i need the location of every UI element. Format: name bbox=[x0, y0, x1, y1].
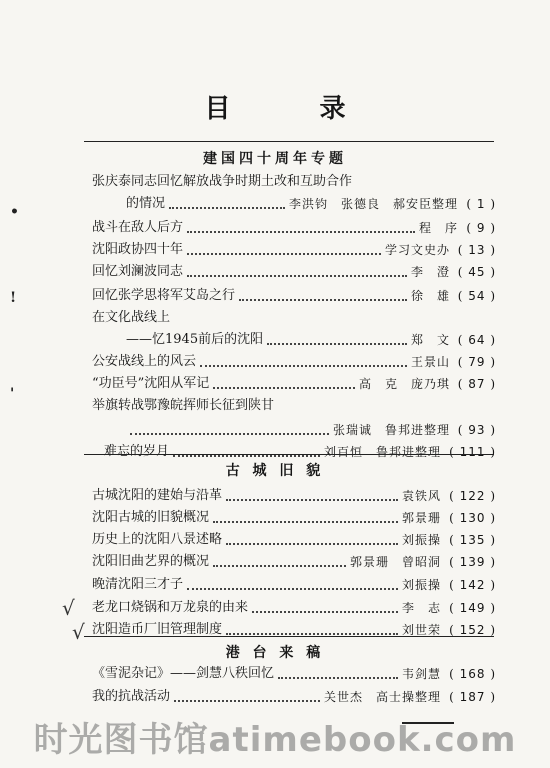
toc-entry bbox=[92, 396, 496, 416]
toc-entry-page: ( 111 ) bbox=[449, 445, 496, 459]
toc-entry bbox=[126, 330, 496, 350]
toc-entry bbox=[92, 240, 496, 260]
toc-entry-author: 程 序 bbox=[419, 221, 459, 235]
dot-leader bbox=[174, 700, 320, 702]
toc-entry-author: 郑 文 bbox=[411, 333, 451, 347]
toc-entry bbox=[104, 442, 496, 462]
section-rule bbox=[84, 141, 494, 142]
dot-leader bbox=[200, 365, 407, 367]
dot-leader bbox=[239, 299, 407, 301]
toc-entry-page: ( 45 ) bbox=[457, 265, 496, 279]
toc-entry bbox=[92, 575, 496, 595]
toc-entry-page-number: 1 bbox=[476, 197, 486, 211]
page-title: 目 录 bbox=[204, 94, 386, 124]
toc-entry-page: ( 149 ) bbox=[449, 601, 496, 615]
toc-entry bbox=[92, 508, 496, 528]
dot-leader bbox=[252, 611, 398, 613]
dot-leader bbox=[187, 253, 381, 255]
toc-entry-page-number: 93 bbox=[468, 423, 486, 437]
toc-entry-title: 古城沈阳的建始与沿革 bbox=[92, 488, 223, 503]
toc-entry-title: 在文化战线上 bbox=[92, 310, 171, 325]
section-heading: 古 城 旧 貌 bbox=[225, 463, 325, 479]
dot-leader bbox=[213, 521, 398, 523]
dot-leader bbox=[187, 275, 407, 277]
dot-leader bbox=[278, 677, 398, 679]
toc-entry bbox=[92, 374, 496, 394]
toc-entry-page: ( 139 ) bbox=[449, 555, 496, 569]
section-heading: 港 台 来 稿 bbox=[225, 645, 325, 661]
section-rule bbox=[84, 454, 494, 455]
toc-entry bbox=[92, 262, 496, 282]
check-mark-icon: √ bbox=[72, 620, 85, 644]
toc-entry-page: ( 9 ) bbox=[466, 221, 496, 235]
toc-entry-author: 徐 雄 bbox=[411, 289, 451, 303]
toc-entry-page-number: 139 bbox=[459, 555, 486, 569]
toc-entry-page-number: 13 bbox=[468, 243, 486, 257]
toc-entry-author: 张瑞诚 鲁邦进整理 bbox=[333, 423, 451, 437]
toc-entry-page: ( 152 ) bbox=[449, 623, 496, 637]
toc-entry-page: ( 135 ) bbox=[449, 533, 496, 547]
toc-entry-page-number: 87 bbox=[468, 377, 486, 391]
toc-entry-page: ( 1 ) bbox=[466, 197, 496, 211]
toc-entry-title: 公安战线上的风云 bbox=[92, 354, 197, 369]
toc-entry-title: 沈阳政协四十年 bbox=[92, 242, 184, 257]
toc-entry-title: 我的抗战活动 bbox=[92, 689, 171, 704]
toc-entry-title: 难忘的岁月 bbox=[104, 444, 170, 459]
toc-entry-author: 袁铁风 bbox=[402, 489, 442, 503]
toc-entry-page: ( 142 ) bbox=[449, 578, 496, 592]
toc-entry-page-number: 187 bbox=[459, 690, 486, 704]
toc-entry bbox=[92, 530, 496, 550]
toc-entry-page-number: 111 bbox=[459, 445, 486, 459]
dot-leader bbox=[169, 207, 285, 209]
toc-entry-page: ( 187 ) bbox=[449, 690, 496, 704]
toc-entry-title: 回忆刘澜波同志 bbox=[92, 264, 184, 279]
check-mark-icon: √ bbox=[62, 596, 75, 620]
toc-entry bbox=[92, 598, 496, 618]
toc-entry bbox=[92, 486, 496, 506]
dot-leader bbox=[213, 387, 355, 389]
dot-leader bbox=[226, 543, 398, 545]
toc-entry-page: ( 93 ) bbox=[457, 423, 496, 437]
toc-entry-page: ( 87 ) bbox=[457, 377, 496, 391]
toc-entry bbox=[126, 420, 496, 440]
toc-entry bbox=[92, 352, 496, 372]
toc-entry-author: 高 克 庞乃琪 bbox=[359, 377, 451, 391]
toc-entry-author: 学习文史办 bbox=[385, 243, 451, 257]
toc-entry-page-number: 135 bbox=[459, 533, 486, 547]
margin-mark: ' bbox=[10, 386, 15, 402]
toc-entry-page-number: 142 bbox=[459, 578, 486, 592]
toc-entry-page-number: 122 bbox=[459, 489, 486, 503]
toc-entry-page-number: 149 bbox=[459, 601, 486, 615]
toc-entry-author: 郭景珊 曾昭洞 bbox=[350, 555, 442, 569]
toc-entry bbox=[92, 308, 496, 328]
toc-entry-title: 历史上的沈阳八景述略 bbox=[92, 532, 223, 547]
toc-entry-title: “功臣号”沈阳从军记 bbox=[92, 376, 210, 391]
toc-entry bbox=[92, 620, 496, 640]
dot-leader bbox=[187, 588, 398, 590]
toc-entry bbox=[92, 664, 496, 684]
toc-entry-page-number: 9 bbox=[476, 221, 486, 235]
toc-entry-title: 的情况 bbox=[126, 196, 166, 211]
toc-entry-author: 刘世荣 bbox=[402, 623, 442, 637]
toc-entry-page-number: 64 bbox=[468, 333, 486, 347]
toc-entry-title: 《雪泥杂记》——剑慧八秩回忆 bbox=[92, 666, 275, 681]
toc-entry-page: ( 54 ) bbox=[457, 289, 496, 303]
margin-mark: • bbox=[10, 204, 19, 220]
toc-entry bbox=[92, 218, 496, 238]
toc-entry-author: 关世杰 高士操整理 bbox=[324, 690, 442, 704]
toc-entry-author: 李洪钧 张德良 郝安臣整理 bbox=[289, 197, 459, 211]
toc-entry bbox=[92, 687, 496, 707]
dot-leader bbox=[187, 231, 415, 233]
toc-entry-page-number: 130 bbox=[459, 511, 486, 525]
toc-entry-title: 晚清沈阳三才子 bbox=[92, 577, 184, 592]
section-rule bbox=[84, 636, 494, 637]
toc-entry-page: ( 168 ) bbox=[449, 667, 496, 681]
section-heading: 建国四十周年专题 bbox=[203, 151, 347, 167]
toc-entry-page-number: 168 bbox=[459, 667, 486, 681]
toc-entry-page: ( 130 ) bbox=[449, 511, 496, 525]
toc-entry-author: 刘振操 bbox=[402, 578, 442, 592]
toc-entry-author: 李 志 bbox=[402, 601, 442, 615]
dot-leader bbox=[213, 565, 346, 567]
toc-entry-title: ——忆1945前后的沈阳 bbox=[126, 332, 264, 347]
toc-entry-author: 王景山 bbox=[411, 355, 451, 369]
toc-entry-title: 沈阳古城的旧貌概况 bbox=[92, 510, 210, 525]
toc-entry bbox=[92, 552, 496, 572]
margin-mark: ! bbox=[10, 290, 17, 306]
dot-leader bbox=[267, 343, 407, 345]
toc-entry-page: ( 122 ) bbox=[449, 489, 496, 503]
dot-leader bbox=[130, 433, 329, 435]
toc-entry-author: 韦剑慧 bbox=[402, 667, 442, 681]
toc-entry-author: 郭景珊 bbox=[402, 511, 442, 525]
toc-entry-author: 李 澄 bbox=[411, 265, 451, 279]
toc-entry bbox=[126, 194, 496, 214]
dot-leader bbox=[226, 633, 398, 635]
toc-entry-title: 举旗转战鄂豫皖挥师长征到陕甘 bbox=[92, 398, 275, 413]
toc-entry-title: 战斗在敌人后方 bbox=[92, 220, 184, 235]
toc-entry-page: ( 64 ) bbox=[457, 333, 496, 347]
toc-entry-page-number: 79 bbox=[468, 355, 486, 369]
toc-entry bbox=[92, 172, 496, 192]
toc-entry-page-number: 152 bbox=[459, 623, 486, 637]
toc-entry-page-number: 45 bbox=[468, 265, 486, 279]
toc-entry-author: 刘百恒 鲁邦进整理 bbox=[324, 445, 442, 459]
toc-entry-page: ( 79 ) bbox=[457, 355, 496, 369]
toc-entry-title: 张庆泰同志回忆解放战争时期土改和互助合作 bbox=[92, 174, 353, 189]
toc-entry-page-number: 54 bbox=[468, 289, 486, 303]
dot-leader bbox=[173, 455, 320, 457]
toc-entry-title: 回忆张学思将军艾岛之行 bbox=[92, 288, 236, 303]
toc-entry-page: ( 13 ) bbox=[457, 243, 496, 257]
toc-entry-title: 沈阳造币厂旧管理制度 bbox=[92, 622, 223, 637]
dot-leader bbox=[226, 499, 398, 501]
toc-entry-author: 刘振操 bbox=[402, 533, 442, 547]
toc-entry-title: 老龙口烧锅和万龙泉的由来 bbox=[92, 600, 249, 615]
toc-entry bbox=[92, 286, 496, 306]
watermark: 时光图书馆atimebook.com bbox=[33, 720, 517, 760]
toc-entry-title: 沈阳旧曲艺界的概况 bbox=[92, 554, 210, 569]
